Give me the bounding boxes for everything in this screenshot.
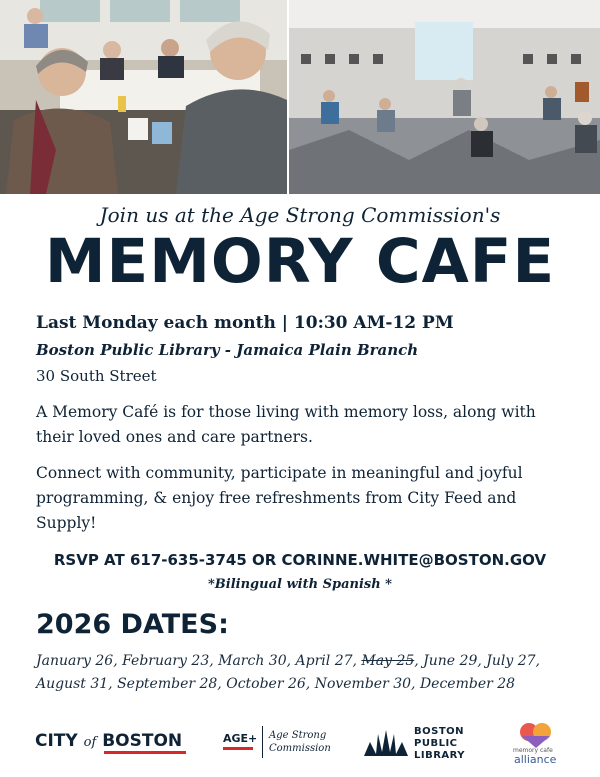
event-schedule: Last Monday each month | 10:30 AM-12 PM bbox=[36, 313, 454, 333]
event-address: 30 South Street bbox=[36, 367, 157, 385]
city-logo-underline bbox=[104, 751, 186, 754]
city-left: CITY bbox=[35, 731, 78, 751]
programming-paragraph: Connect with community, participate in meaningful and joyful programming, & enjoy free refreshments from City Feed and Supply! bbox=[36, 464, 523, 532]
dates-after: , June 29, July 27, August 31, September 28, October 26, November 30, December 28 bbox=[36, 653, 540, 692]
bpl-line3: LIBRARY bbox=[414, 750, 466, 761]
bpl-line2: PUBLIC bbox=[414, 738, 458, 749]
rsvp-line: RSVP AT 617-635-3745 OR CORINNE.WHITE@BOSTON.GOV bbox=[53, 551, 547, 569]
age-plus-underline bbox=[223, 747, 253, 750]
cancelled-date: May 25 bbox=[361, 653, 415, 669]
description-paragraph: A Memory Café is for those living with memory loss, along with their loved ones and care partners. bbox=[36, 403, 536, 446]
age-strong-line1: Age Strong bbox=[269, 730, 327, 741]
logo-divider bbox=[262, 726, 263, 758]
dates-list bbox=[36, 650, 576, 696]
photo-cafe-conversation bbox=[0, 0, 287, 194]
library-sunburst-icon bbox=[362, 728, 410, 758]
photo-seated-exercise bbox=[289, 0, 600, 194]
sponsor-logos bbox=[0, 720, 600, 770]
alliance-label: alliance bbox=[514, 753, 557, 766]
city-right: BOSTON bbox=[102, 731, 183, 751]
age-strong-commission-label bbox=[269, 729, 331, 755]
page-title: MEMORY CAFE bbox=[44, 226, 556, 297]
city-of-boston-logo bbox=[35, 731, 182, 751]
age-plus-logo: AGE+ bbox=[223, 732, 258, 745]
memory-cafe-small-label: memory cafe bbox=[513, 747, 553, 754]
dates-heading: 2026 DATES: bbox=[36, 609, 229, 640]
memory-cafe-heart-icon bbox=[518, 722, 554, 748]
tagline: Join us at the Age Strong Commission's bbox=[99, 203, 501, 227]
dates-before: January 26, February 23, March 30, April 27, bbox=[36, 653, 362, 669]
city-of: of bbox=[83, 735, 97, 750]
bpl-line1: BOSTON bbox=[414, 726, 465, 737]
bilingual-note: *Bilingual with Spanish * bbox=[208, 577, 392, 592]
age-strong-line2: Commission bbox=[269, 743, 331, 754]
header-photos bbox=[0, 0, 600, 194]
event-location: Boston Public Library - Jamaica Plain Branch bbox=[36, 341, 419, 359]
boston-public-library-logo bbox=[414, 726, 465, 762]
